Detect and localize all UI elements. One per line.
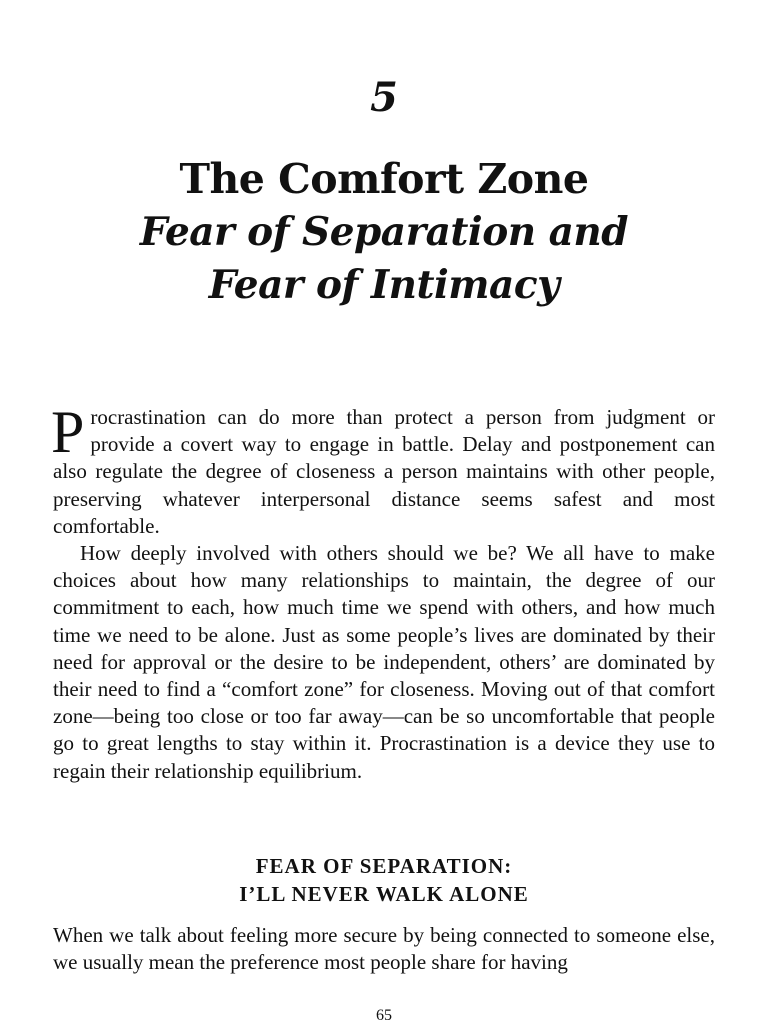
opening-paragraph-text: rocrastination can do more than protect a person from judgment or provide a covert way to engage in battle. Delay and postponement can also regulate the degree of closeness a person maintains with other people, preserving whatever interpersonal distance seems safest and most comfortable. [53,405,715,538]
opening-text-block [51,399,715,785]
chapter-number: 5 [370,74,398,121]
chapter-title: The Comfort Zone [179,155,589,203]
chapter-subtitle-line-2: Fear of Intimacy [208,262,560,308]
section-heading-line-1: FEAR OF SEPARATION: [255,854,513,878]
second-paragraph: How deeply involved with others should we be? We all have to make choices about how many relationships to maintain, the degree of our commitment to each, how much time we spend with others, and how much time we need to be alone. Just as some people’s lives are dominated by their need for approval or the desire to be independent, others’ are dominated by their need to find a “comfort zone” for closeness. Moving out of that comfort zone—being too close or too far away—can be so uncomfortable that people go to great lengths to stay within it. Procrastination is a device they use to regain their relationship equilibrium. [53,541,715,783]
section-heading-line-2: I’LL NEVER WALK ALONE [239,882,529,906]
chapter-subtitle [0,206,768,312]
page-number: 65 [376,1007,392,1024]
section-text-block [53,922,715,976]
section-heading [0,852,768,908]
chapter-subtitle-line-1: Fear of Separation and [139,209,629,255]
opening-paragraph [51,399,715,540]
section-first-paragraph: When we talk about feeling more secure by being connected to someone else, we usually mean the preference most people share for having [53,923,715,975]
drop-cap: P [51,399,85,465]
